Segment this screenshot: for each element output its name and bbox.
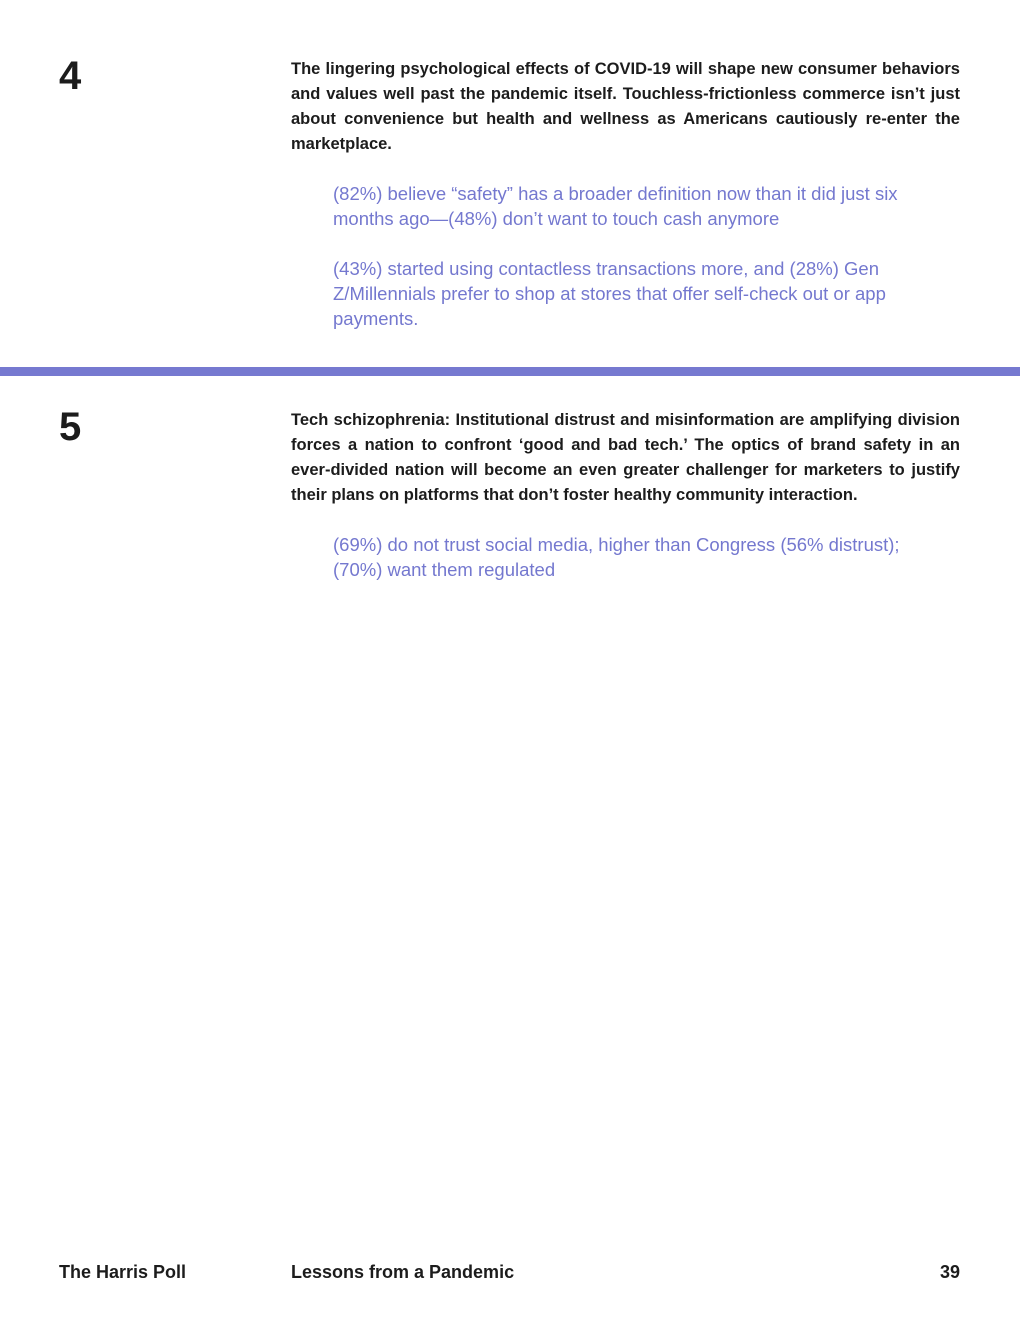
section-lead-paragraph: Tech schizophrenia: Institutional distrust and misinformation are amplifying division forces a nation to confront ‘good and bad tech.’ The optics of brand safety in an ever-divided nation will become an even greater challenger for marketers to justify their plans on platforms that don’t foster healthy community interaction.	[291, 411, 960, 504]
section-number: 4	[59, 54, 82, 98]
section-number: 5	[59, 405, 82, 449]
footer-brand: The Harris Poll	[59, 1262, 187, 1282]
page-footer	[0, 1259, 1020, 1285]
stat-callout: (82%) believe “safety” has a broader definition now than it did just six months ago—(48%) don’t want to touch cash anymore	[333, 183, 898, 229]
section-body	[291, 57, 960, 331]
page-number: 39	[939, 1262, 960, 1282]
section-body	[291, 408, 960, 582]
stat-callout: (69%) do not trust social media, higher than Congress (56% distrust); (70%) want them regulated	[333, 534, 900, 580]
section-lead-paragraph: The lingering psychological effects of COVID-19 will shape new consumer behaviors and values well past the pandemic itself. Touchless-frictionless commerce isn’t just about convenience but health and wellness as Americans cautiously re-enter the marketplace.	[291, 60, 960, 153]
stat-callout: (43%) started using contactless transactions more, and (28%) Gen Z/Millennials prefer to shop at stores that offer self-check out or app payments.	[333, 258, 886, 329]
footer-document-title: Lessons from a Pandemic	[291, 1262, 515, 1282]
section-divider	[0, 367, 1020, 376]
